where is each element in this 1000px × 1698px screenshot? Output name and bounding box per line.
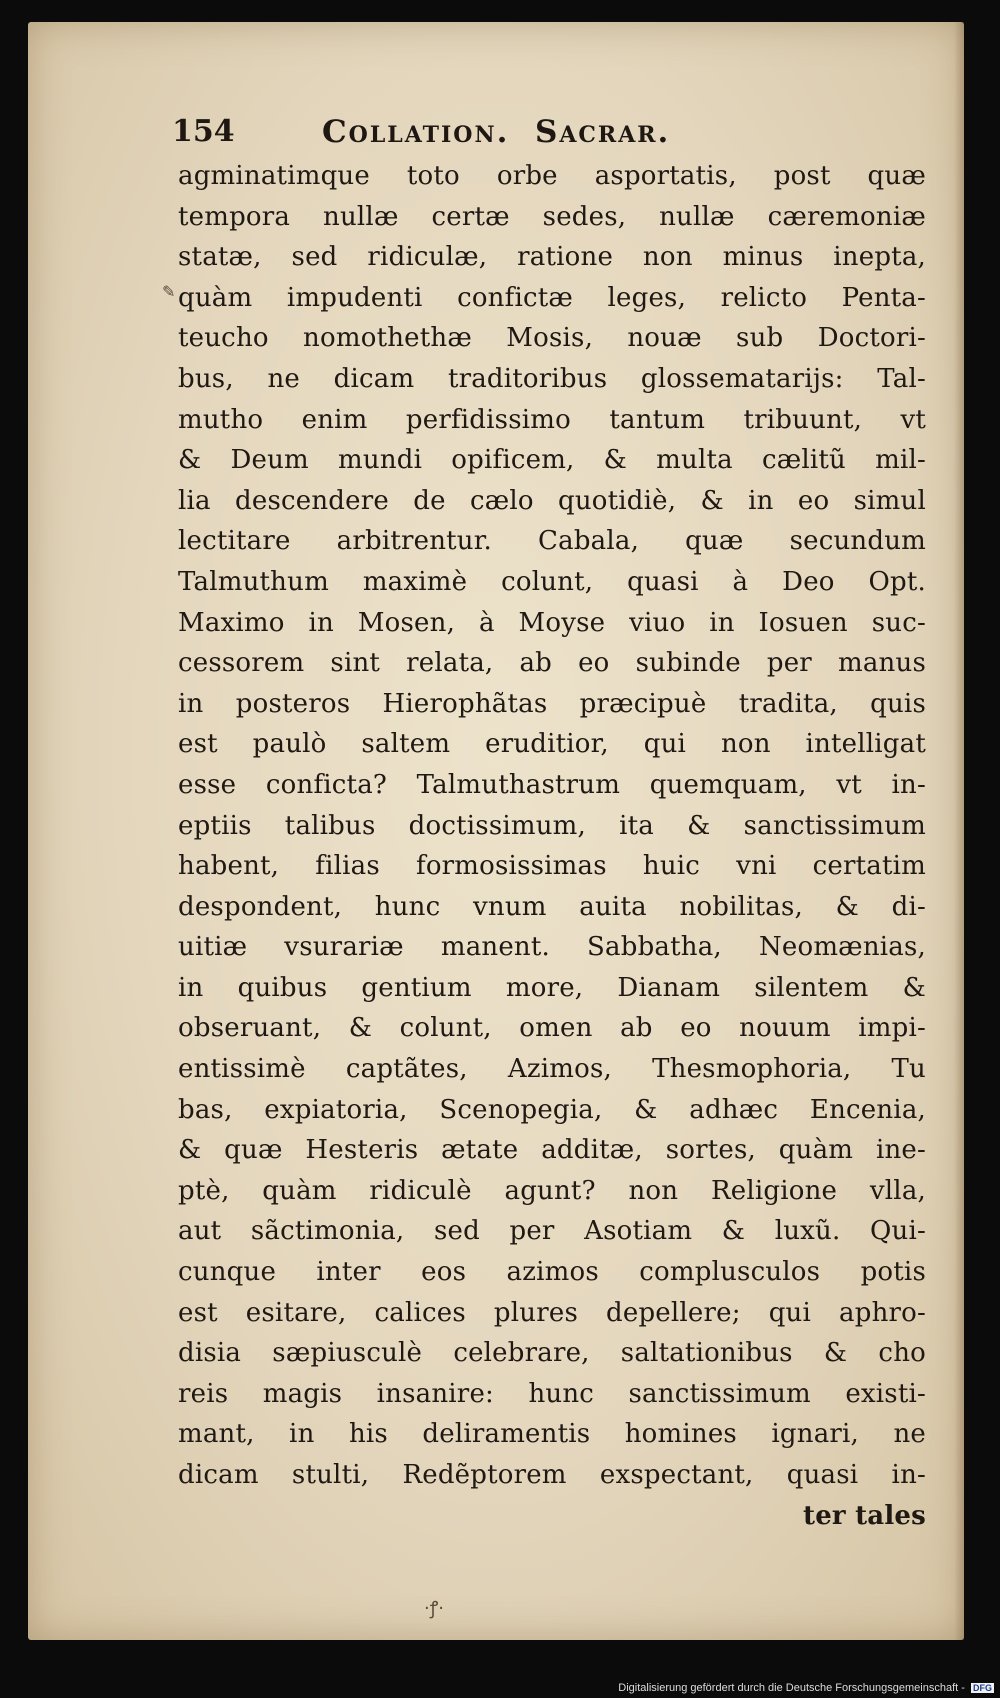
page-number: 154 bbox=[172, 114, 235, 149]
margin-ink-mark: ✎ bbox=[162, 282, 176, 301]
running-head-title: Collation. Sacrar. bbox=[322, 114, 671, 150]
text-line: despondent, hunc vnum auita nobilitas, & di- bbox=[178, 891, 926, 922]
text-line: statæ, sed ridiculæ, ratione non minus inepta, bbox=[178, 242, 926, 273]
text-line: disia sæpiusculè celebrare, saltationibus & cho bbox=[178, 1338, 926, 1369]
text-line: & quæ Hesteris ætate additæ, sortes, quàm ine- bbox=[178, 1135, 926, 1166]
text-line: & Deum mundi opificem, & multa cælitũ mil- bbox=[178, 445, 926, 476]
text-line: cunque inter eos azimos complusculos potis bbox=[178, 1257, 926, 1288]
dfg-logo: DFG bbox=[973, 1683, 992, 1694]
bottom-ink-mark: ·ꝭ· bbox=[424, 1598, 444, 1619]
text-line: bas, expiatoria, Scenopegia, & adhæc Encenia, bbox=[178, 1094, 926, 1125]
text-line: mant, in his deliramentis homines ignari, ne bbox=[178, 1419, 926, 1450]
text-line: obseruant, & colunt, omen ab eo nouum impi- bbox=[178, 1013, 926, 1044]
text-line: Talmuthum maximè colunt, quasi à Deo Opt. bbox=[178, 566, 926, 597]
text-line: uitiæ vsurariæ manent. Sabbatha, Neomænias, bbox=[178, 932, 926, 963]
text-line: est paulò saltem eruditior, qui non intelligat bbox=[178, 729, 926, 760]
text-line: lia descendere de cælo quotidiè, & in eo simul bbox=[178, 485, 926, 516]
text-line: in quibus gentium more, Dianam silentem & bbox=[178, 972, 926, 1003]
text-line: est esitare, calices plures depellere; qui aphro- bbox=[178, 1297, 926, 1328]
text-line: tempora nullæ certæ sedes, nullæ cæremoniæ bbox=[178, 201, 926, 232]
text-line: agminatimque toto orbe asportatis, post quæ bbox=[178, 161, 926, 191]
text-line: aut sãctimonia, sed per Asotiam & luxũ. Qui- bbox=[178, 1216, 926, 1247]
text-line: Maximo in Mosen, à Moyse viuo in Iosuen suc- bbox=[178, 607, 926, 638]
text-line: habent, filias formosissimas huic vni certatim bbox=[178, 851, 926, 882]
body-text bbox=[178, 156, 926, 1536]
page-edge bbox=[954, 22, 964, 1640]
digitization-credit bbox=[618, 1682, 994, 1694]
credit-text: Digitalisierung gefördert durch die Deutsche Forschungsgemeinschaft - bbox=[618, 1682, 965, 1694]
text-line: reis magis insanire: hunc sanctissimum existi- bbox=[178, 1378, 926, 1409]
text-line: bus, ne dicam traditoribus glossematarijs: Tal- bbox=[178, 363, 926, 394]
text-line: quàm impudenti confictæ leges, relicto Penta- bbox=[178, 282, 926, 313]
catchword: ter tales bbox=[802, 1500, 926, 1531]
text-line: mutho enim perfidissimo tantum tribuunt, vt bbox=[178, 404, 926, 435]
text-line: lectitare arbitrentur. Cabala, quæ secundum bbox=[178, 526, 926, 557]
text-line: dicam stulti, Redẽptorem exspectant, quasi in- bbox=[178, 1460, 926, 1490]
text-line: in posteros Hierophãtas præcipuè tradita, quis bbox=[178, 688, 926, 719]
running-header bbox=[172, 114, 892, 160]
text-line: entissimè captãtes, Azimos, Thesmophoria, Tu bbox=[178, 1054, 926, 1085]
text-line: teucho nomothethæ Mosis, nouæ sub Doctori- bbox=[178, 323, 926, 354]
text-line: eptiis talibus doctissimum, ita & sanctissimum bbox=[178, 810, 926, 841]
text-line: ptè, quàm ridiculè agunt? non Religione vlla, bbox=[178, 1175, 926, 1206]
text-line: esse conficta? Talmuthastrum quemquam, vt in- bbox=[178, 769, 926, 800]
text-line: cessorem sint relata, ab eo subinde per manus bbox=[178, 648, 926, 679]
